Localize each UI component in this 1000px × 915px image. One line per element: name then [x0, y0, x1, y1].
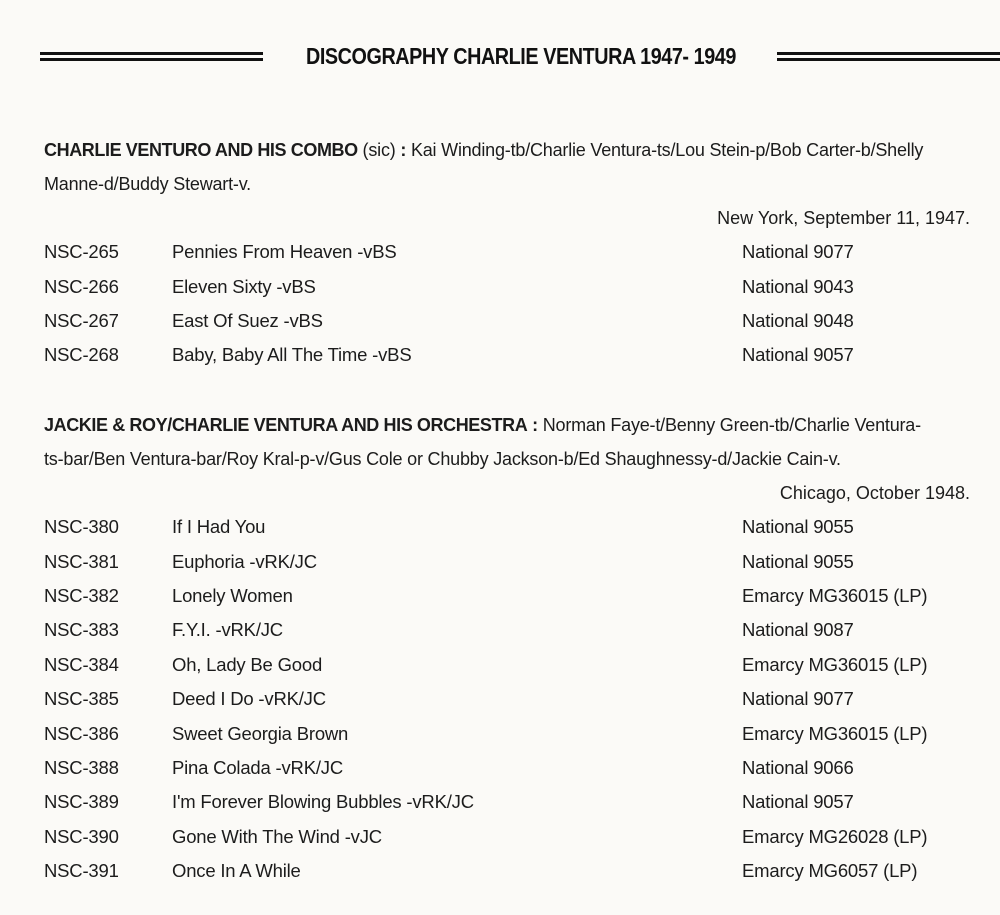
matrix-number: NSC-268: [44, 344, 119, 366]
heading-rule-right: [777, 52, 1000, 61]
track-title: F.Y.I. -vRK/JC: [172, 619, 283, 641]
issue-label: National 9055: [742, 550, 854, 572]
session-location: Chicago, October 1948.: [779, 483, 970, 503]
issue-label: Emarcy MG6057 (LP): [742, 860, 918, 882]
track-row: [44, 338, 974, 372]
session-2: [44, 408, 974, 888]
session-personnel: [44, 133, 974, 201]
personnel-line-2: Manne-d/Buddy Stewart-v.: [44, 174, 251, 194]
track-title: Baby, Baby All The Time -vBS: [172, 344, 412, 366]
track-row: [44, 716, 974, 750]
matrix-number: NSC-385: [44, 688, 119, 710]
track-row: [44, 544, 974, 578]
personnel-colon: :: [532, 415, 538, 435]
track-row: [44, 648, 974, 682]
track-row: [44, 235, 974, 269]
track-title: Pennies From Heaven -vBS: [172, 241, 397, 263]
issue-label: Emarcy MG36015 (LP): [742, 584, 928, 606]
track-title: I'm Forever Blowing Bubbles -vRK/JC: [172, 791, 474, 813]
session-1: [44, 133, 974, 373]
issue-label: National 9043: [742, 275, 854, 297]
issue-label: Emarcy MG26028 (LP): [742, 825, 928, 847]
issue-label: National 9057: [742, 791, 854, 813]
band-name: JACKIE & ROY/CHARLIE VENTURA AND HIS ORCHESTRA: [44, 415, 528, 435]
issue-label: National 9057: [742, 344, 854, 366]
band-name: CHARLIE VENTURO AND HIS COMBO: [44, 140, 358, 160]
personnel-line-1: Kai Winding-tb/Charlie Ventura-ts/Lou Stein-p/Bob Carter-b/Shelly: [406, 140, 924, 160]
track-list: [44, 235, 974, 373]
issue-label: National 9066: [742, 756, 854, 778]
heading-title: DISCOGRAPHY CHARLIE VENTURA 1947- 1949: [306, 42, 736, 69]
track-title: Once In A While: [172, 860, 301, 882]
track-title: East Of Suez -vBS: [172, 309, 323, 331]
issue-label: National 9077: [742, 688, 854, 710]
track-row: [44, 304, 974, 338]
track-title: If I Had You: [172, 516, 266, 538]
track-title: Gone With The Wind -vJC: [172, 825, 382, 847]
matrix-number: NSC-382: [44, 584, 119, 606]
issue-label: National 9077: [742, 241, 854, 263]
matrix-number: NSC-266: [44, 275, 119, 297]
track-title: Deed I Do -vRK/JC: [172, 688, 326, 710]
matrix-number: NSC-267: [44, 309, 119, 331]
matrix-number: NSC-391: [44, 860, 119, 882]
matrix-number: NSC-386: [44, 722, 119, 744]
track-row: [44, 510, 974, 544]
track-list: [44, 510, 974, 888]
matrix-number: NSC-380: [44, 516, 119, 538]
personnel-line-1: Norman Faye-t/Benny Green-tb/Charlie Ventura-: [537, 415, 921, 435]
matrix-number: NSC-384: [44, 653, 119, 675]
track-row: [44, 785, 974, 819]
session-location: New York, September 11, 1947.: [717, 208, 970, 228]
matrix-number: NSC-389: [44, 791, 119, 813]
track-row: [44, 269, 974, 303]
track-row: [44, 682, 974, 716]
discography-heading: [40, 38, 1000, 74]
session-personnel: [44, 408, 974, 476]
track-title: Lonely Women: [172, 584, 293, 606]
band-note: (sic): [357, 140, 401, 160]
track-row: [44, 854, 974, 888]
issue-label: National 9055: [742, 516, 854, 538]
matrix-number: NSC-390: [44, 825, 119, 847]
matrix-number: NSC-383: [44, 619, 119, 641]
matrix-number: NSC-265: [44, 241, 119, 263]
issue-label: Emarcy MG36015 (LP): [742, 722, 928, 744]
issue-label: National 9048: [742, 309, 854, 331]
track-title: Euphoria -vRK/JC: [172, 550, 317, 572]
issue-label: Emarcy MG36015 (LP): [742, 653, 928, 675]
matrix-number: NSC-388: [44, 756, 119, 778]
track-title: Pina Colada -vRK/JC: [172, 756, 343, 778]
track-row: [44, 820, 974, 854]
track-title: Sweet Georgia Brown: [172, 722, 349, 744]
track-row: [44, 579, 974, 613]
track-row: [44, 751, 974, 785]
heading-rule-left: [40, 52, 263, 61]
issue-label: National 9087: [742, 619, 854, 641]
personnel-colon: :: [400, 140, 407, 160]
track-title: Oh, Lady Be Good: [172, 653, 323, 675]
track-title: Eleven Sixty -vBS: [172, 275, 316, 297]
personnel-line-2: ts-bar/Ben Ventura-bar/Roy Kral-p-v/Gus Cole or Chubby Jackson-b/Ed Shaughnessy-d/Jackie Cain-v.: [44, 449, 841, 469]
track-row: [44, 613, 974, 647]
matrix-number: NSC-381: [44, 550, 119, 572]
